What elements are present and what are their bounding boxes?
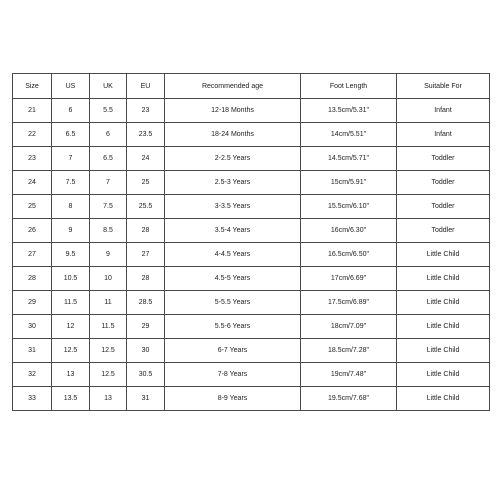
cell-size: 22 bbox=[13, 123, 52, 147]
cell-us: 6 bbox=[52, 99, 90, 123]
cell-eu: 25 bbox=[127, 171, 165, 195]
cell-foot-length: 14.5cm/5.71" bbox=[301, 147, 397, 171]
cell-uk: 12.5 bbox=[90, 363, 127, 387]
table-row bbox=[13, 219, 490, 243]
cell-uk: 7.5 bbox=[90, 195, 127, 219]
cell-eu: 28.5 bbox=[127, 291, 165, 315]
cell-eu: 31 bbox=[127, 387, 165, 411]
cell-us: 9.5 bbox=[52, 243, 90, 267]
cell-recommended-age: 3-3.5 Years bbox=[165, 195, 301, 219]
cell-uk: 9 bbox=[90, 243, 127, 267]
cell-us: 10.5 bbox=[52, 267, 90, 291]
table-header-row bbox=[13, 74, 490, 99]
column-header-size: Size bbox=[13, 74, 52, 99]
table-row bbox=[13, 339, 490, 363]
cell-us: 6.5 bbox=[52, 123, 90, 147]
cell-suitable-for: Toddler bbox=[397, 147, 490, 171]
cell-us: 12.5 bbox=[52, 339, 90, 363]
cell-size: 26 bbox=[13, 219, 52, 243]
cell-recommended-age: 7-8 Years bbox=[165, 363, 301, 387]
cell-size: 21 bbox=[13, 99, 52, 123]
cell-foot-length: 16cm/6.30" bbox=[301, 219, 397, 243]
cell-foot-length: 13.5cm/5.31" bbox=[301, 99, 397, 123]
cell-size: 25 bbox=[13, 195, 52, 219]
table-row bbox=[13, 267, 490, 291]
cell-recommended-age: 6-7 Years bbox=[165, 339, 301, 363]
cell-size: 24 bbox=[13, 171, 52, 195]
cell-foot-length: 18cm/7.09" bbox=[301, 315, 397, 339]
cell-recommended-age: 18-24 Months bbox=[165, 123, 301, 147]
cell-us: 13.5 bbox=[52, 387, 90, 411]
table-row bbox=[13, 315, 490, 339]
cell-suitable-for: Little Child bbox=[397, 315, 490, 339]
cell-foot-length: 19.5cm/7.68" bbox=[301, 387, 397, 411]
cell-recommended-age: 5.5-6 Years bbox=[165, 315, 301, 339]
table-row bbox=[13, 123, 490, 147]
cell-uk: 11 bbox=[90, 291, 127, 315]
cell-recommended-age: 2.5-3 Years bbox=[165, 171, 301, 195]
cell-us: 7 bbox=[52, 147, 90, 171]
cell-eu: 27 bbox=[127, 243, 165, 267]
table-row bbox=[13, 363, 490, 387]
cell-foot-length: 15.5cm/6.10" bbox=[301, 195, 397, 219]
cell-foot-length: 16.5cm/6.50" bbox=[301, 243, 397, 267]
cell-size: 32 bbox=[13, 363, 52, 387]
cell-us: 8 bbox=[52, 195, 90, 219]
table-row bbox=[13, 195, 490, 219]
cell-foot-length: 18.5cm/7.28" bbox=[301, 339, 397, 363]
cell-eu: 28 bbox=[127, 267, 165, 291]
cell-suitable-for: Toddler bbox=[397, 195, 490, 219]
cell-recommended-age: 3.5-4 Years bbox=[165, 219, 301, 243]
cell-us: 13 bbox=[52, 363, 90, 387]
column-header-uk: UK bbox=[90, 74, 127, 99]
cell-us: 12 bbox=[52, 315, 90, 339]
cell-suitable-for: Infant bbox=[397, 123, 490, 147]
cell-eu: 30 bbox=[127, 339, 165, 363]
cell-suitable-for: Toddler bbox=[397, 171, 490, 195]
table-row bbox=[13, 99, 490, 123]
cell-suitable-for: Toddler bbox=[397, 219, 490, 243]
cell-eu: 24 bbox=[127, 147, 165, 171]
cell-size: 31 bbox=[13, 339, 52, 363]
cell-suitable-for: Little Child bbox=[397, 291, 490, 315]
cell-suitable-for: Little Child bbox=[397, 243, 490, 267]
cell-foot-length: 15cm/5.91" bbox=[301, 171, 397, 195]
column-header-eu: EU bbox=[127, 74, 165, 99]
cell-eu: 28 bbox=[127, 219, 165, 243]
cell-us: 11.5 bbox=[52, 291, 90, 315]
cell-size: 30 bbox=[13, 315, 52, 339]
cell-size: 33 bbox=[13, 387, 52, 411]
cell-suitable-for: Infant bbox=[397, 99, 490, 123]
cell-uk: 7 bbox=[90, 171, 127, 195]
cell-suitable-for: Little Child bbox=[397, 363, 490, 387]
cell-size: 23 bbox=[13, 147, 52, 171]
cell-eu: 30.5 bbox=[127, 363, 165, 387]
table-row bbox=[13, 291, 490, 315]
cell-uk: 13 bbox=[90, 387, 127, 411]
cell-uk: 8.5 bbox=[90, 219, 127, 243]
cell-uk: 12.5 bbox=[90, 339, 127, 363]
size-chart-table bbox=[12, 73, 490, 411]
cell-suitable-for: Little Child bbox=[397, 387, 490, 411]
cell-foot-length: 19cm/7.48" bbox=[301, 363, 397, 387]
cell-foot-length: 17.5cm/6.89" bbox=[301, 291, 397, 315]
cell-eu: 25.5 bbox=[127, 195, 165, 219]
cell-size: 29 bbox=[13, 291, 52, 315]
column-header-suitable-for: Suitable For bbox=[397, 74, 490, 99]
table-row bbox=[13, 147, 490, 171]
cell-us: 7.5 bbox=[52, 171, 90, 195]
cell-recommended-age: 5-5.5 Years bbox=[165, 291, 301, 315]
cell-uk: 6.5 bbox=[90, 147, 127, 171]
cell-us: 9 bbox=[52, 219, 90, 243]
cell-eu: 29 bbox=[127, 315, 165, 339]
cell-uk: 11.5 bbox=[90, 315, 127, 339]
table-row bbox=[13, 387, 490, 411]
column-header-recommended-age: Recommended age bbox=[165, 74, 301, 99]
cell-foot-length: 17cm/6.69" bbox=[301, 267, 397, 291]
table-row bbox=[13, 243, 490, 267]
cell-eu: 23.5 bbox=[127, 123, 165, 147]
column-header-foot-length: Foot Length bbox=[301, 74, 397, 99]
cell-eu: 23 bbox=[127, 99, 165, 123]
cell-size: 28 bbox=[13, 267, 52, 291]
cell-uk: 6 bbox=[90, 123, 127, 147]
cell-suitable-for: Little Child bbox=[397, 267, 490, 291]
table-body bbox=[13, 99, 490, 411]
cell-uk: 10 bbox=[90, 267, 127, 291]
cell-recommended-age: 12-18 Months bbox=[165, 99, 301, 123]
cell-recommended-age: 4.5-5 Years bbox=[165, 267, 301, 291]
cell-foot-length: 14cm/5.51" bbox=[301, 123, 397, 147]
cell-recommended-age: 2-2.5 Years bbox=[165, 147, 301, 171]
cell-size: 27 bbox=[13, 243, 52, 267]
table-row bbox=[13, 171, 490, 195]
cell-suitable-for: Little Child bbox=[397, 339, 490, 363]
cell-recommended-age: 8-9 Years bbox=[165, 387, 301, 411]
cell-recommended-age: 4-4.5 Years bbox=[165, 243, 301, 267]
cell-uk: 5.5 bbox=[90, 99, 127, 123]
column-header-us: US bbox=[52, 74, 90, 99]
